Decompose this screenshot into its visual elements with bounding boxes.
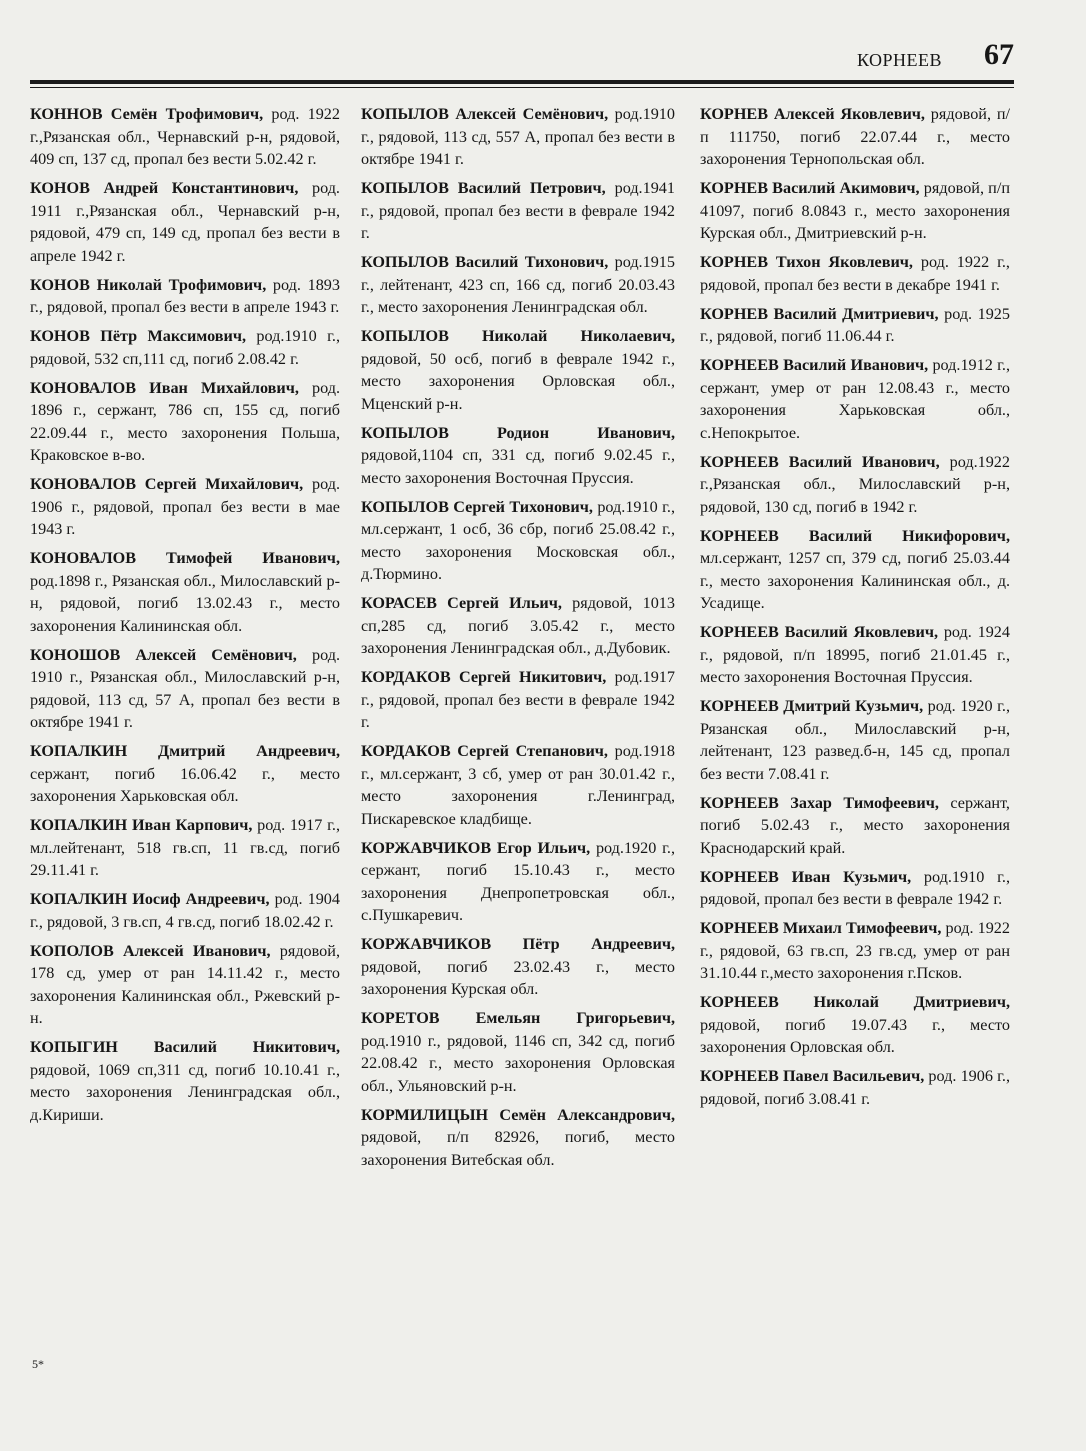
entry-details: род.1941 г., рядовой, пропал без вести в феврале 1942 г.	[361, 179, 675, 242]
list-entry	[30, 103, 340, 171]
entry-name: КОРНЕВ Тихон Яковлевич,	[700, 253, 913, 271]
entry-name: КОПОЛОВ Алексей Иванович,	[30, 941, 271, 960]
list-entry	[700, 1065, 1010, 1110]
list-entry	[30, 940, 340, 1030]
header-rule-thick	[30, 80, 1014, 84]
entry-details: род.1918 г., мл.сержант, 3 сб, умер от ран 30.01.42 г., место захоронения г.Ленинград, Пискаревское кладбище.	[361, 742, 675, 828]
list-entry	[700, 991, 1010, 1059]
list-entry	[361, 177, 675, 245]
list-entry	[361, 837, 675, 927]
entry-details: род. 1904 г., рядовой, 3 гв.сп, 4 гв.сд, погиб 18.02.42 г.	[30, 890, 340, 931]
entry-name: КОПЫЛОВ Родион Иванович,	[361, 423, 675, 442]
entry-name: КОРАСЕВ Сергей Ильич,	[361, 594, 562, 612]
page-number: 67	[984, 38, 1014, 71]
entry-name: КОНОВ Николай Трофимович,	[30, 275, 267, 294]
list-entry	[30, 473, 340, 541]
entry-name: КОРМИЛИЦЫН Семён Александрович,	[361, 1105, 675, 1124]
entry-details: сержант, погиб 5.02.43 г., место захоронения Краснодарский край.	[700, 793, 1010, 857]
column-2	[361, 103, 675, 1178]
entry-details: рядовой, п/п 41097, погиб 8.0843 г., место захоронения Курская обл., Дмитриевский р-н.	[700, 179, 1011, 242]
header-rule-thin	[30, 87, 1014, 88]
entry-details: род.1922 г.,Рязанская обл., Милославский р-н, рядовой, 130 сд, погиб в 1942 г.	[700, 452, 1010, 516]
entry-details: род. 1922 г., рядовой, 63 гв.сп, 23 гв.сд, умер от ран 31.10.44 г.,место захоронения г.Псков.	[700, 919, 1010, 982]
list-entry	[700, 917, 1010, 985]
list-entry	[30, 325, 340, 370]
entry-name: КОПЫЛОВ Сергей Тихонович,	[361, 497, 593, 516]
entry-name: КОПЫГИН Василий Никитович,	[30, 1038, 340, 1056]
entry-details: род. 1925 г., рядовой, погиб 11.06.44 г.	[700, 304, 1010, 345]
entry-name: КОРДАКОВ Сергей Никитович,	[361, 668, 607, 686]
entry-name: КОРНЕЕВ Захар Тимофеевич,	[700, 793, 939, 812]
list-entry	[361, 325, 675, 415]
list-entry	[700, 103, 1010, 171]
entry-details: род. 1906 г., рядовой, погиб 3.08.41 г.	[700, 1067, 1010, 1108]
entry-details: род.1910 г., рядовой, пропал без вести в феврале 1942 г.	[700, 867, 1010, 908]
entry-name: КОНОВ Андрей Константинович,	[30, 179, 299, 197]
entry-name: КОПЫЛОВ Василий Петрович,	[361, 179, 606, 197]
list-entry	[361, 933, 675, 1001]
entry-details: род.1898 г., Рязанская обл., Милославский р-н, рядовой, погиб 13.02.43 г., место захоронения Калининская обл.	[30, 571, 340, 635]
entry-name: КОРНЕВ Василий Акимович,	[700, 179, 920, 197]
entry-details: род. 1920 г., Рязанская обл., Милославский р-н, лейтенант, 123 развед.б-н, 145 сд, пропал без вести 7.08.41 г.	[700, 697, 1010, 783]
list-entry	[30, 644, 340, 734]
entry-name: КОРНЕЕВ Василий Иванович,	[700, 356, 929, 374]
list-entry	[30, 888, 340, 933]
list-entry	[700, 451, 1010, 519]
entry-name: КОРНЕЕВ Иван Кузьмич,	[700, 867, 912, 886]
entry-details: рядовой, 178 сд, умер от ран 14.11.42 г., место захоронения Калининская обл., Ржевский р-н.	[30, 941, 340, 1027]
column-3	[700, 103, 1010, 1117]
entry-details: рядовой,1104 сп, 331 сд, погиб 9.02.45 г., место захоронения Восточная Пруссия.	[361, 446, 675, 487]
list-entry	[700, 354, 1010, 444]
entry-details: род. 1896 г., сержант, 786 сп, 155 сд, погиб 22.09.44 г., место захоронения Польша, Краковское в-во.	[30, 378, 340, 464]
entry-name: КОПЫЛОВ Василий Тихонович,	[361, 253, 609, 271]
list-entry	[30, 547, 340, 637]
entry-name: КОРНЕВ Василий Дмитриевич,	[700, 304, 939, 323]
list-entry	[700, 251, 1010, 296]
entry-name: КОПЫЛОВ Алексей Семёнович,	[361, 105, 609, 123]
entry-details: рядовой, 1013 сп,285 сд, погиб 3.05.42 г., место захоронения Ленинградская обл., д.Дубовик.	[361, 594, 675, 657]
entry-details: рядовой, погиб 23.02.43 г., место захоронения Курская обл.	[361, 957, 675, 998]
list-entry	[700, 525, 1010, 615]
entry-name: КОРНЕЕВ Василий Никифорович,	[700, 526, 1010, 545]
list-entry	[700, 792, 1010, 860]
running-title: КОРНЕЕВ	[856, 50, 942, 70]
list-entry	[361, 103, 675, 171]
entry-name: КОПАЛКИН Иосиф Андреевич,	[30, 890, 270, 908]
entry-name: КОННОВ Семён Трофимович,	[30, 105, 264, 123]
entry-details: рядовой, погиб 19.07.43 г., место захоронения Орловская обл.	[700, 1015, 1010, 1056]
entry-details: род. 1911 г.,Рязанская обл., Чернавский р-н, рядовой, 479 сп, 149 сд, пропал без вести в апреле 1942 г.	[30, 179, 340, 265]
entry-details: сержант, погиб 16.06.42 г., место захоронения Харьковская обл.	[30, 764, 340, 805]
entry-details: род.1917 г., рядовой, пропал без вести в феврале 1942 г.	[361, 668, 675, 731]
list-entry	[361, 592, 675, 660]
entry-name: КОНОВАЛОВ Сергей Михайлович,	[30, 475, 304, 493]
entry-name: КОНОВАЛОВ Иван Михайлович,	[30, 378, 299, 397]
entry-details: рядовой, 1069 сп,311 сд, погиб 10.10.41 г., место захоронения Ленинградская обл., д.Кириши.	[30, 1060, 340, 1124]
entry-details: рядовой, 50 осб, погиб в феврале 1942 г., место захоронения Орловская обл., Мценский р-н.	[361, 349, 675, 413]
list-entry	[361, 666, 675, 734]
list-entry	[361, 251, 675, 319]
entry-details: род.1910 г., рядовой, 113 сд, 557 А, пропал без вести в октябре 1941 г.	[361, 105, 675, 168]
entry-details: рядовой, п/п 82926, погиб, место захоронения Витебская обл.	[361, 1128, 675, 1169]
list-entry	[700, 621, 1010, 689]
entry-details: род.1920 г., сержант, погиб 15.10.43 г., место захоронения Днепропетровская обл., с.Пушкаревич.	[361, 838, 675, 924]
list-entry	[361, 740, 675, 830]
entry-name: КОНОВАЛОВ Тимофей Иванович,	[30, 549, 340, 567]
entry-name: КОРДАКОВ Сергей Степанович,	[361, 742, 608, 760]
signature-mark: 5*	[32, 1357, 44, 1371]
entry-name: КОРНЕЕВ Василий Иванович,	[700, 452, 940, 471]
entry-name: КОРНЕЕВ Дмитрий Кузьмич,	[700, 697, 924, 715]
list-entry	[700, 866, 1010, 911]
entry-details: род.1912 г., сержант, умер от ран 12.08.43 г., место захоронения Харьковская обл., с.Непокрытое.	[700, 356, 1010, 442]
entry-name: КОНОВ Пётр Максимович,	[30, 327, 247, 345]
entry-details: рядовой, п/п 111750, погиб 22.07.44 г., место захоронения Тернопольская обл.	[700, 105, 1010, 168]
entry-details: род. 1922 г., рядовой, пропал без вести в декабре 1941 г.	[700, 253, 1010, 294]
entry-name: КОРНЕЕВ Павел Васильевич,	[700, 1067, 925, 1085]
list-entry	[700, 695, 1010, 785]
entry-name: КОРНЕВ Алексей Яковлевич,	[700, 105, 925, 123]
entry-name: КОРНЕЕВ Николай Дмитриевич,	[700, 993, 1010, 1011]
list-entry	[361, 1007, 675, 1097]
entry-details: род. 1924 г., рядовой, п/п 18995, погиб 21.01.45 г., место захоронения Восточная Пруссия.	[700, 623, 1010, 686]
page-header	[30, 36, 1014, 76]
entry-details: род.1910 г., мл.сержант, 1 осб, 36 сбр, погиб 25.08.42 г., место захоронения Московская обл., д.Тюрмино.	[361, 497, 675, 583]
list-entry	[361, 1104, 675, 1172]
entry-name: КОРНЕЕВ Василий Яковлевич,	[700, 623, 939, 641]
list-entry	[700, 177, 1010, 245]
list-entry	[30, 274, 340, 319]
list-entry	[700, 303, 1010, 348]
entry-name: КОПАЛКИН Дмитрий Андреевич,	[30, 742, 340, 760]
entry-details: род. 1906 г., рядовой, пропал без вести в мае 1943 г.	[30, 475, 340, 538]
entry-name: КОРНЕЕВ Михаил Тимофеевич,	[700, 919, 942, 937]
entry-details: род. 1893 г., рядовой, пропал без вести в апреле 1943 г.	[30, 275, 340, 316]
entry-name: КОПАЛКИН Иван Карпович,	[30, 816, 253, 834]
entry-name: КОРЖАВЧИКОВ Пётр Андреевич,	[361, 935, 675, 953]
entry-details: мл.сержант, 1257 сп, 379 сд, погиб 25.03.44 г., место захоронения Калининская обл., д. Усадище.	[700, 549, 1010, 612]
entry-details: род.1910 г., рядовой, 1146 сп, 342 сд, погиб 22.08.42 г., место захоронения Орловская обл., Ульяновский р-н.	[361, 1031, 675, 1095]
entry-name: КОПЫЛОВ Николай Николаевич,	[361, 327, 675, 345]
entry-details: род. 1910 г., Рязанская обл., Милославский р-н, рядовой, 113 сд, 57 А, пропал без вести в октябре 1941 г.	[30, 645, 340, 731]
list-entry	[30, 740, 340, 808]
list-entry	[30, 814, 340, 882]
entry-name: КОРЖАВЧИКОВ Егор Ильич,	[361, 838, 591, 857]
list-entry	[361, 496, 675, 586]
entry-details: род.1910 г., рядовой, 532 сп,111 сд, погиб 2.08.42 г.	[30, 327, 340, 368]
entry-details: род. 1917 г., мл.лейтенант, 518 гв.сп, 11 гв.сд, погиб 29.11.41 г.	[30, 816, 340, 879]
list-entry	[30, 1036, 340, 1126]
list-entry	[361, 422, 675, 490]
entry-name: КОНОШОВ Алексей Семёнович,	[30, 645, 297, 664]
list-entry	[30, 377, 340, 467]
column-1	[30, 103, 340, 1133]
entry-details: род. 1922 г.,Рязанская обл., Чернавский р-н, рядовой, 409 сп, 137 сд, пропал без вести 5.02.42 г.	[30, 105, 340, 168]
entry-name: КОРЕТОВ Емельян Григорьевич,	[361, 1009, 675, 1027]
list-entry	[30, 177, 340, 267]
entry-details: род.1915 г., лейтенант, 423 сп, 166 сд, погиб 20.03.43 г., место захоронения Ленинградская обл.	[361, 253, 675, 316]
